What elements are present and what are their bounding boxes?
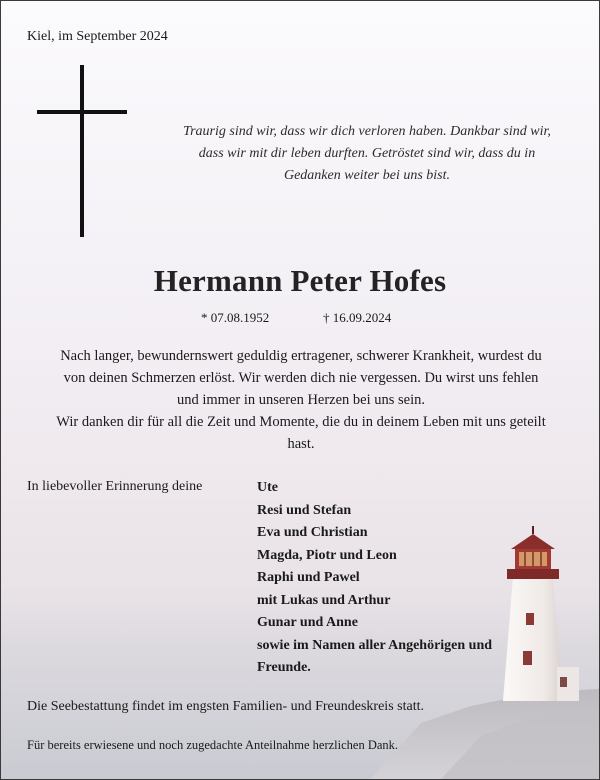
text-line: und immer in unseren Herzen bei uns sein. — [176, 392, 426, 408]
place-date: Kiel, im September 2024 — [27, 29, 168, 44]
mourner-name: mit Lukas und Arthur — [257, 592, 391, 608]
mourner-name: Resi und Stefan — [257, 502, 352, 518]
cross-icon — [37, 65, 127, 237]
text-line: Nach langer, bewundernswert geduldig ertragener, schwerer Krankheit, wurdest du — [60, 348, 542, 364]
mourner-name: Ute — [257, 480, 278, 495]
mourner-name: Eva und Christian — [257, 525, 368, 540]
text-line: hast. — [287, 436, 315, 452]
birth-date: * 07.08.1952 — [201, 310, 270, 325]
memorial-quote — [151, 121, 583, 187]
quote-line: dass wir mit dir leben durften. Getröstet sind wir, dass du in — [198, 146, 536, 161]
mourners-list — [257, 477, 492, 680]
deceased-name: Hermann Peter Hofes — [153, 263, 447, 298]
text-line: Wir danken dir für all die Zeit und Momente, die du in deinem Leben mit uns geteilt — [56, 414, 546, 430]
thanks-note: Für bereits erwiesene und noch zugedachte Anteilnahme herzlichen Dank. — [27, 738, 399, 752]
mourner-name: Freunde. — [257, 660, 311, 675]
mourner-name: Gunar und Anne — [257, 615, 358, 630]
main-text — [51, 345, 551, 455]
mourner-name: sowie im Namen aller Angehörigen und — [257, 637, 493, 653]
mourner-name: Raphi und Pawel — [257, 570, 360, 585]
text-line: von deinen Schmerzen erlöst. Wir werden dich nie vergessen. Du wirst uns fehlen — [63, 370, 539, 386]
death-date: † 16.09.2024 — [323, 310, 392, 325]
burial-note: Die Seebestattung findet im engsten Familien- und Freundeskreis statt. — [27, 699, 424, 714]
mourners-label: In liebevoller Erinnerung deine — [27, 479, 203, 494]
quote-line: Traurig sind wir, dass wir dich verloren haben. Dankbar sind wir, — [183, 124, 551, 139]
mourner-name: Magda, Piotr und Leon — [257, 547, 397, 563]
quote-line: Gedanken weiter bei uns bist. — [283, 168, 451, 183]
